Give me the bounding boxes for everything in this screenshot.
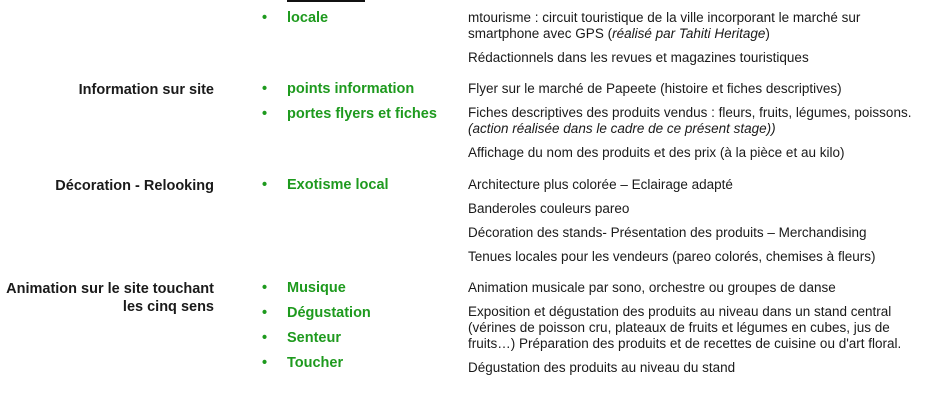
description-list	[468, 280, 923, 384]
description-item: mtourisme : circuit touristique de la ville incorporant le marché sur smartphone avec GPS (réalisé par Tahiti Heritage)	[468, 10, 861, 41]
bullet-item: • Musique	[262, 280, 346, 296]
bullet-dot-icon: •	[262, 10, 268, 26]
bullet-item: • Senteur	[262, 330, 341, 346]
cropped-heading-fragment	[287, 0, 365, 2]
bullet-list	[262, 81, 437, 123]
description-list	[468, 10, 923, 74]
bullet-dot-icon: •	[262, 355, 268, 371]
bullet-list	[262, 177, 389, 194]
bullet-item: • points information	[262, 81, 415, 97]
bullet-dot-icon: •	[262, 177, 268, 193]
bullet-item: • locale	[262, 10, 329, 26]
bullet-list	[262, 10, 328, 34]
bullet-dot-icon: •	[262, 106, 268, 122]
description-item: Affichage du nom des produits et des prix (à la pièce et au kilo)	[468, 145, 845, 160]
description-item: Tenues locales pour les vendeurs (pareo colorés, chemises à fleurs)	[468, 249, 876, 264]
bullet-dot-icon: •	[262, 81, 268, 97]
description-item: Exposition et dégustation des produits au niveau dans un stand central (vérines de poisson cru, plateaux de fruits et légumes en cubes, jus de fruits…) Préparation des produits et de recettes de cuisine ou d'art floral.	[468, 304, 902, 351]
bullet-item: • portes flyers et fiches	[262, 106, 437, 122]
bullet-item: • Dégustation	[262, 305, 371, 321]
description-item: Flyer sur le marché de Papeete (histoire et fiches descriptives)	[468, 81, 842, 96]
bullet-item: • Exotisme local	[262, 177, 389, 193]
section-label: Information sur site	[78, 82, 214, 98]
description-item: Décoration des stands- Présentation des produits – Merchandising	[468, 225, 867, 240]
description-item: Banderoles couleurs pareo	[468, 201, 630, 216]
bullet-list	[262, 280, 371, 372]
section-label: Décoration - Relooking	[55, 178, 214, 194]
bullet-dot-icon: •	[262, 305, 268, 321]
bullet-dot-icon: •	[262, 280, 268, 296]
description-item: Architecture plus colorée – Eclairage adapté	[468, 177, 733, 192]
description-list	[468, 177, 923, 273]
bullet-item: • Toucher	[262, 355, 344, 371]
section-label: Animation sur le site touchant les cinq sens	[6, 281, 214, 315]
bullet-dot-icon: •	[262, 330, 268, 346]
description-item: Animation musicale par sono, orchestre ou groupes de danse	[468, 280, 836, 295]
description-item: Fiches descriptives des produits vendus : fleurs, fruits, légumes, poissons. (action réalisée dans le cadre de ce présent stage))	[468, 105, 912, 136]
description-item: Rédactionnels dans les revues et magazines touristiques	[468, 50, 809, 65]
description-item: Dégustation des produits au niveau du stand	[468, 360, 736, 375]
description-list	[468, 81, 923, 169]
